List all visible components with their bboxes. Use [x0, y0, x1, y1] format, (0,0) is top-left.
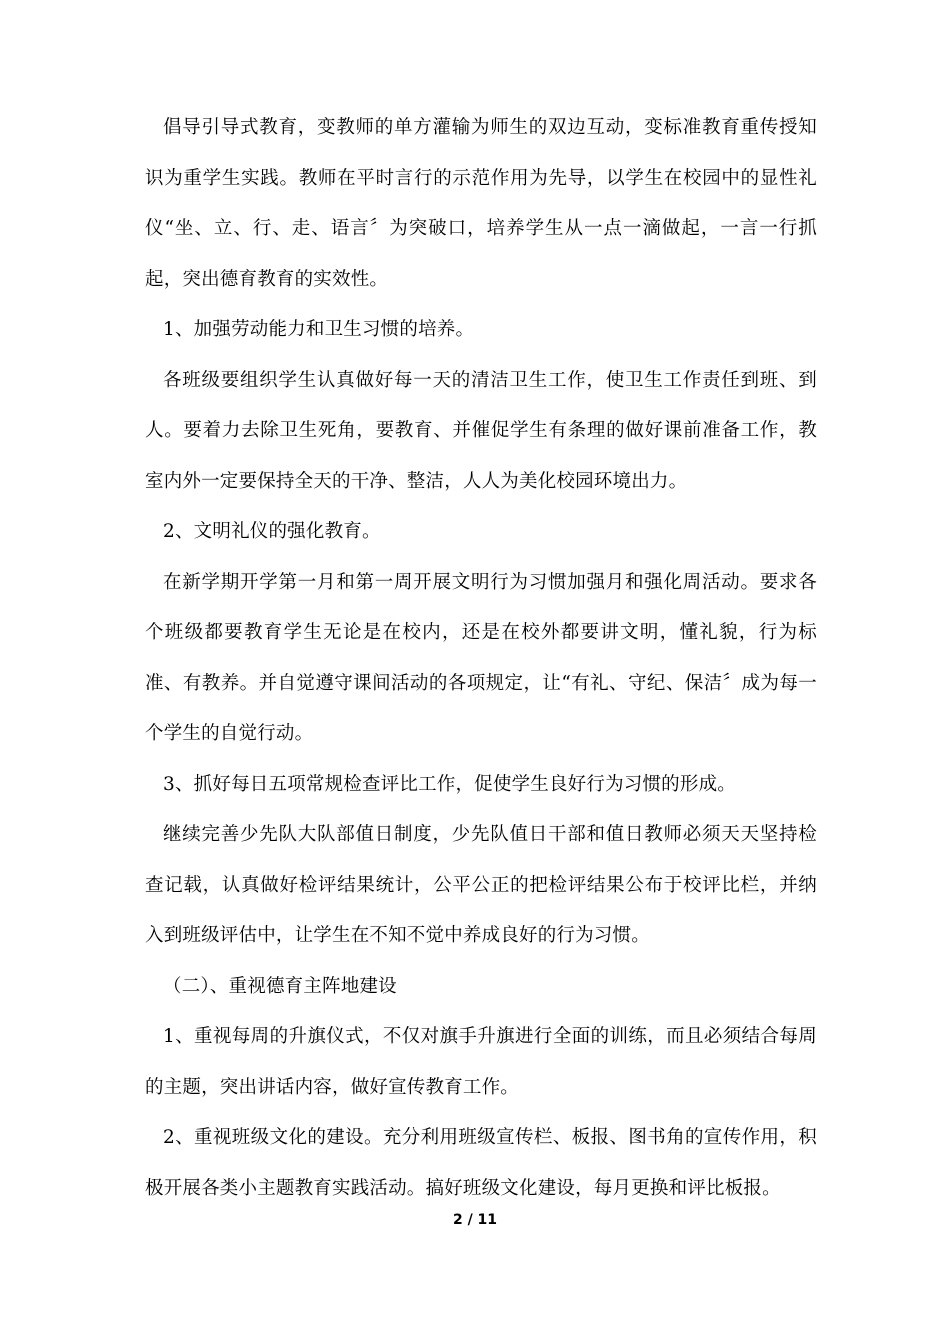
heading-daily-inspection: 3、抓好每日五项常规检查评比工作，促使学生良好行为习惯的形成。 [163, 773, 736, 795]
paragraph-class-culture: 2、重视班级文化的建设。充分利用班级宣传栏、板报、图书角的宣传作用，积极开展各类小主题教育实践活动。搞好班级文化建设，每月更换和评比板报。 [145, 1127, 817, 1199]
paragraph-flag-ceremony: 1、重视每周的升旗仪式，不仅对旗手升旗进行全面的训练，而且必须结合每周的主题，突出讲话内容，做好宣传教育工作。 [145, 1026, 817, 1098]
paragraph-labor-hygiene: 各班级要组织学生认真做好每一天的清洁卫生工作，使卫生工作责任到班、到人。要着力去除卫生死角，要教育、并催促学生有条理的做好课前准备工作，教室内外一定要保持全天的干净、整洁，人人为美化校园环境出力。 [145, 369, 817, 492]
heading-moral-education-base: （二）、重视德育主阵地建设 [163, 975, 397, 997]
page-number: 2 / 11 [452, 1212, 498, 1228]
heading-etiquette: 2、文明礼仪的强化教育。 [163, 521, 381, 542]
paragraph-etiquette: 在新学期开学第一月和第一周开展文明行为习惯加强月和强化周活动。要求各个班级都要教育学生无论是在校内，还是在校外都要讲文明，懂礼貌，行为标准、有教养。并自觉遵守课间活动的各项规定，让“有礼、守纪、保洁〞成为每一个学生的自觉行动。 [145, 571, 817, 744]
heading-labor-hygiene: 1、加强劳动能力和卫生习惯的培养。 [163, 319, 475, 340]
paragraph-intro: 倡导引导式教育，变教师的单方灌输为师生的双边互动，变标准教育重传授知识为重学生实践。教师在平时言行的示范作用为先导，以学生在校园中的显性礼仪“坐、立、行、走、语言〞为突破口，培养学生从一点一滴做起，一言一行抓起，突出德育教育的实效性。 [145, 117, 817, 290]
document-body [145, 103, 817, 1214]
paragraph-daily-inspection: 继续完善少先队大队部值日制度，少先队值日干部和值日教师必须天天坚持检查记载，认真做好检评结果统计，公平公正的把检评结果公布于校评比栏，并纳入到班级评估中，让学生在不知不觉中养成良好的行为习惯。 [145, 824, 817, 946]
